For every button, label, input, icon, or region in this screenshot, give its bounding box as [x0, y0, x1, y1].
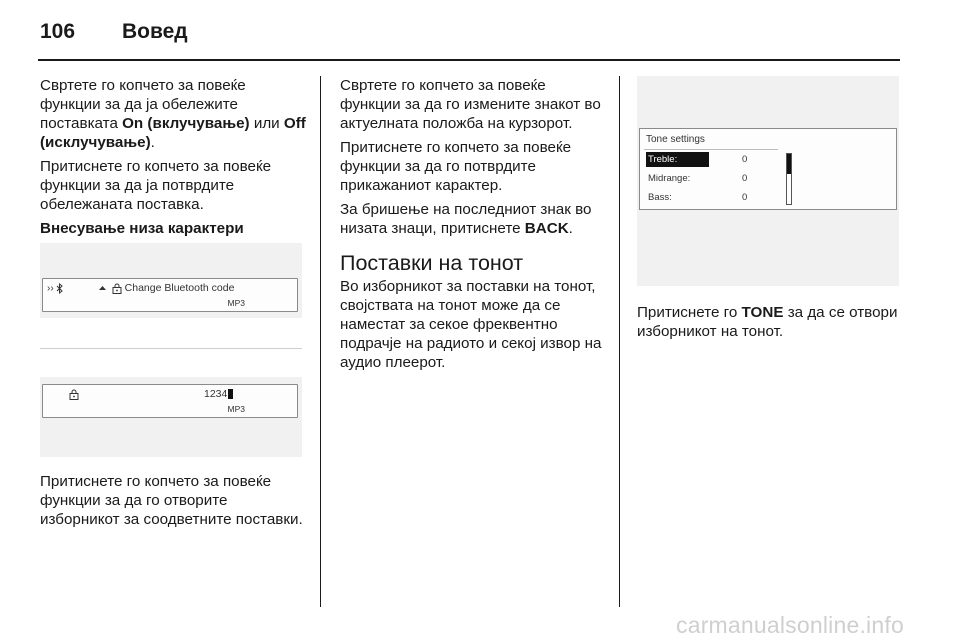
column-divider-1 — [320, 76, 321, 607]
tone-settings-title: Tone settings — [646, 134, 705, 145]
col1-p1-text: Свртете го копчето за повеќе функции за да ја обележите поставката — [40, 77, 246, 132]
section-heading-tone-settings: Поставки на тонот — [340, 251, 524, 275]
column-divider-2 — [619, 76, 620, 607]
page-title: Вовед — [122, 20, 188, 43]
code-value: 1234 — [204, 388, 228, 400]
column-3 — [637, 303, 905, 346]
col3-p1-after: за да се отвори изборникот на тонот. — [637, 304, 898, 340]
col1-paragraph-1 — [40, 76, 308, 152]
page-header — [40, 20, 188, 46]
tone-row-label: Midrange: — [648, 173, 691, 184]
col2-paragraph-1: Свртете го копчето за повеќе функции за да го измените знакот во актуелната положба на курзорот. — [340, 77, 601, 132]
screen2-format-label: MP3 — [227, 404, 245, 414]
column-2 — [340, 76, 608, 377]
column-1-bottom — [40, 472, 308, 534]
tone-scrollbar-thumb — [787, 154, 791, 174]
col1-paragraph-3: Притиснете го копчето за повеќе функции за да го отворите изборникот за соодветните поставки. — [40, 473, 303, 528]
figure-character-entry — [40, 243, 302, 457]
lock-icon — [112, 283, 122, 294]
col2-p3-end: . — [568, 220, 573, 237]
col2-paragraph-2: Притиснете го копчето за повеќе функции за да го потврдите прикажаниот карактер. — [340, 139, 572, 194]
col2-paragraph-4: Во изборникот за поставки на тонот, својствата на тонот може да се наместат за секое фреквентно подрачје на радиото и секој извор на аудио плеерот. — [340, 278, 602, 371]
lock-icon — [69, 389, 79, 400]
col2-paragraph-3 — [340, 200, 608, 238]
tone-row-label: Bass: — [648, 192, 672, 203]
figure-gap-2 — [40, 349, 302, 377]
bluetooth-icon — [56, 283, 63, 294]
col2-p3-text: За бришење на последниот знак во низата знаци, притиснете — [340, 201, 592, 237]
cursor-block-icon — [228, 389, 233, 399]
back-key-label: BACK — [524, 220, 569, 237]
tone-scrollbar — [786, 153, 792, 205]
tone-settings-screen — [639, 128, 897, 210]
display-screen-bluetooth-code — [42, 278, 298, 312]
signal-arrows-icon: ›› — [47, 282, 54, 294]
figure-gap — [40, 318, 302, 348]
tone-row-treble — [646, 152, 782, 167]
screen1-top-line — [47, 282, 234, 294]
up-arrow-icon — [99, 285, 106, 291]
column-1 — [40, 76, 308, 243]
on-setting-label: On (вклучување) — [122, 115, 250, 132]
page-number: 106 — [40, 20, 76, 43]
figure-tone-settings — [637, 76, 899, 286]
tone-row-value: 0 — [742, 192, 748, 203]
tone-row-bass — [646, 190, 782, 205]
change-bluetooth-code-label: Change Bluetooth code — [124, 282, 235, 294]
col3-p1-text: Притиснете го — [637, 304, 742, 321]
tone-row-value: 0 — [742, 173, 748, 184]
screen2-top-line — [47, 388, 233, 400]
tone-row-label: Treble: — [646, 152, 709, 167]
col1-paragraph-2: Притиснете го копчето за повеќе функции за да ја потврдите обележаната поставка. — [40, 158, 272, 213]
tone-key-label: TONE — [741, 304, 784, 321]
subheading-character-entry: Внесување низа карактери — [40, 220, 244, 237]
watermark: carmanualsonline.info — [676, 612, 904, 638]
tone-row-midrange — [646, 171, 782, 186]
col3-paragraph-1 — [637, 303, 905, 341]
off-setting-label: Off (исклучување) — [40, 115, 306, 151]
display-screen-code-entry — [42, 384, 298, 418]
col1-p1-mid: или — [249, 115, 284, 132]
tone-title-divider — [644, 149, 778, 150]
tone-row-value: 0 — [742, 154, 748, 165]
header-rule — [38, 59, 900, 61]
screen1-format-label: MP3 — [227, 298, 245, 308]
col1-p1-end: . — [150, 134, 155, 151]
